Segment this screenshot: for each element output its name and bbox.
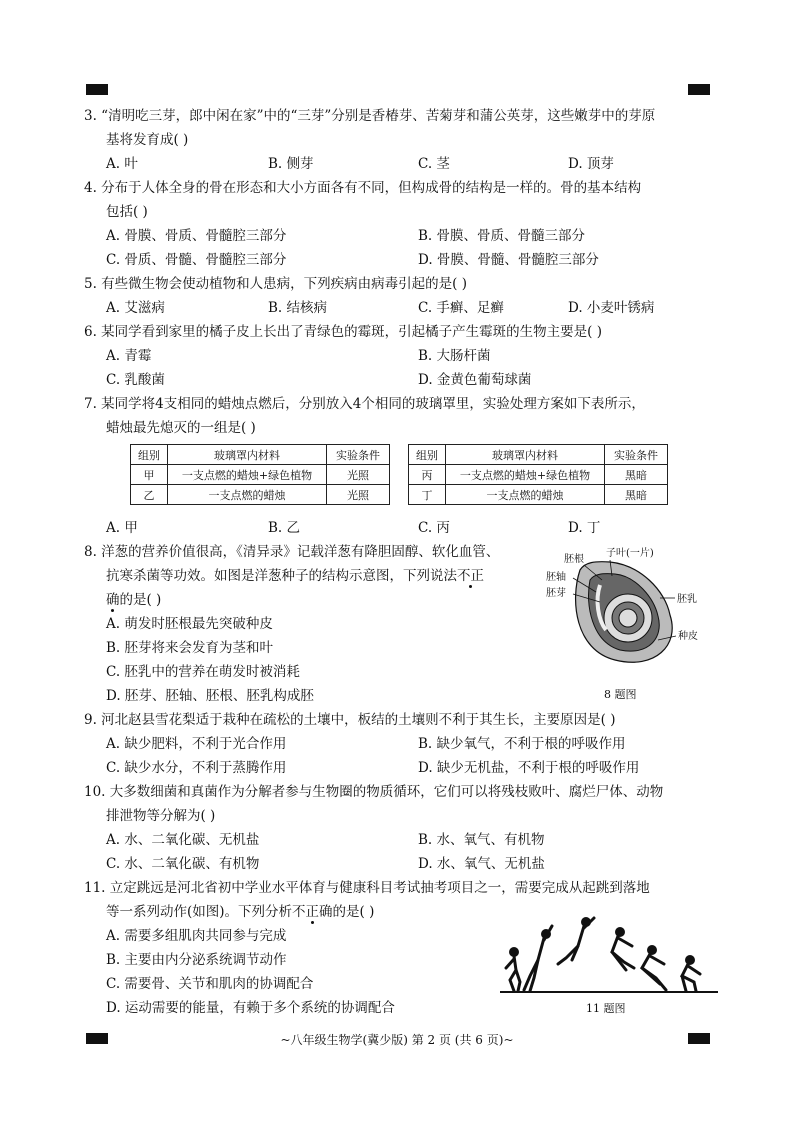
option-a[interactable]: A. 叶	[106, 156, 138, 172]
table-cell: 一支点燃的蜡烛	[446, 485, 605, 505]
option-c[interactable]: C. 水、二氧化碳、有机物	[106, 856, 260, 872]
option-a[interactable]: A. 甲	[106, 520, 138, 536]
table-header: 玻璃罩内材料	[168, 445, 327, 465]
option-a[interactable]: A. 缺少肥料，不利于光合作用	[106, 736, 287, 752]
option-b[interactable]: B. 侧芽	[268, 156, 314, 172]
question-8-stem-line3: 确的是( )	[106, 592, 162, 608]
option-b[interactable]: B. 主要由内分泌系统调节动作	[106, 952, 287, 968]
label-cotyledon: 子叶(一片)	[606, 548, 654, 559]
label-plumule: 胚芽	[546, 588, 566, 599]
table-cell: 乙	[131, 485, 168, 505]
table-header: 实验条件	[605, 445, 668, 465]
option-d[interactable]: D. 胚芽、胚轴、胚根、胚乳构成胚	[106, 688, 314, 704]
option-d[interactable]: D. 小麦叶锈病	[568, 300, 655, 316]
question-6-options-row1	[84, 344, 720, 368]
long-jump-sequence-figure	[500, 912, 720, 998]
label-seed-coat: 种皮	[678, 631, 698, 642]
question-6	[84, 320, 720, 392]
question-9-stem: 9. 河北赵县雪花梨适于栽种在疏松的土壤中，板结的土壤则不利于其生长，主要原因是( )	[84, 712, 616, 728]
table-header: 实验条件	[327, 445, 390, 465]
option-c[interactable]: C. 乳酸菌	[106, 372, 165, 388]
question-10	[84, 780, 720, 876]
question-3	[84, 104, 720, 176]
question-4-stem-line2: 包括( )	[106, 204, 148, 220]
question-7-options	[84, 516, 720, 540]
table-cell: 黑暗	[605, 465, 668, 485]
table-cell: 丙	[409, 465, 446, 485]
question-8	[84, 540, 524, 708]
table-header: 组别	[131, 445, 168, 465]
option-b[interactable]: B. 大肠杆菌	[418, 348, 491, 364]
question-7-stem-line2: 蜡烛最先熄灭的一组是( )	[106, 420, 256, 436]
table-cell: 光照	[327, 465, 390, 485]
table-cell: 甲	[131, 465, 168, 485]
table-cell: 丁	[409, 485, 446, 505]
experiment-table-left	[130, 444, 390, 505]
question-3-stem-line1: 3. “清明吃三芽，郎中闲在家”中的“三芽”分别是香椿芽、苦菊芽和蒲公英芽，这些嫩芽中的芽原	[84, 108, 656, 124]
registration-mark-top-left	[86, 84, 108, 95]
option-b[interactable]: B. 结核病	[268, 300, 328, 316]
question-10-stem-line2: 排泄物等分解为( )	[106, 808, 216, 824]
table-row	[409, 485, 668, 505]
question-9	[84, 708, 720, 780]
question-10-options-row1	[84, 828, 720, 852]
question-10-options-row2	[84, 852, 720, 876]
question-6-stem: 6. 某同学看到家里的橘子皮上长出了青绿色的霉斑，引起橘子产生霉斑的生物主要是( )	[84, 324, 602, 340]
table-cell: 一支点燃的蜡烛+绿色植物	[168, 465, 327, 485]
question-8-stem-line2: 抗寒杀菌等功效。如图是洋葱种子的结构示意图，下列说法不正	[106, 568, 484, 584]
option-a[interactable]: A. 骨膜、骨质、骨髓腔三部分	[106, 228, 287, 244]
label-endosperm: 胚乳	[677, 594, 697, 605]
option-b[interactable]: B. 乙	[268, 520, 301, 536]
option-b[interactable]: B. 骨膜、骨质、骨髓三部分	[418, 228, 586, 244]
option-c[interactable]: C. 缺少水分，不利于蒸腾作用	[106, 760, 287, 776]
figure-11-caption: 11 题图	[586, 1002, 626, 1015]
question-3-stem-line2: 基将发育成( )	[106, 132, 189, 148]
registration-mark-top-right	[688, 84, 710, 95]
option-c[interactable]: C. 胚乳中的营养在萌发时被消耗	[106, 664, 300, 680]
question-7	[84, 392, 720, 440]
option-b[interactable]: B. 缺少氧气，不利于根的呼吸作用	[418, 736, 626, 752]
table-header: 组别	[409, 445, 446, 465]
question-7-stem-line1: 7. 某同学将4支相同的蜡烛点燃后，分别放入4个相同的玻璃罩里，实验处理方案如下表所示，	[84, 396, 645, 412]
option-a[interactable]: A. 水、二氧化碳、无机盐	[106, 832, 260, 848]
option-c[interactable]: C. 手癣、足癣	[418, 300, 504, 316]
question-4-options-row1	[84, 224, 720, 248]
option-d[interactable]: D. 骨膜、骨髓、骨髓腔三部分	[418, 252, 599, 268]
option-a[interactable]: A. 艾滋病	[106, 300, 165, 316]
onion-seed-diagram	[540, 540, 720, 680]
option-c[interactable]: C. 骨质、骨髓、骨髓腔三部分	[106, 252, 287, 268]
option-d[interactable]: D. 丁	[568, 520, 601, 536]
option-d[interactable]: D. 水、氧气、无机盐	[418, 856, 545, 872]
option-c[interactable]: C. 茎	[418, 156, 450, 172]
question-10-stem-line1: 10. 大多数细菌和真菌作为分解者参与生物圈的物质循环，它们可以将残枝败叶、腐烂尸体、动物	[84, 784, 664, 800]
option-c[interactable]: C. 需要骨、关节和肌肉的协调配合	[106, 976, 314, 992]
question-9-options-row2	[84, 756, 720, 780]
question-6-options-row2	[84, 368, 720, 392]
page-footer: ~八年级生物学(冀少版) 第 2 页 (共 6 页)~	[280, 1033, 514, 1047]
figure-8-caption: 8 题图	[604, 688, 637, 701]
option-a[interactable]: A. 青霉	[106, 348, 152, 364]
table-cell: 黑暗	[605, 485, 668, 505]
question-9-options-row1	[84, 732, 720, 756]
table-row	[131, 485, 390, 505]
option-b[interactable]: B. 胚芽将来会发育为茎和叶	[106, 640, 274, 656]
question-5-options	[84, 296, 720, 320]
question-8-stem-line1: 8. 洋葱的营养价值很高，《清异录》记载洋葱有降胆固醇、软化血管、	[84, 544, 500, 560]
table-cell: 一支点燃的蜡烛+绿色植物	[446, 465, 605, 485]
question-3-options	[84, 152, 720, 176]
question-5-stem: 5. 有些微生物会使动植物和人患病，下列疾病由病毒引起的是( )	[84, 276, 467, 292]
question-5	[84, 272, 720, 320]
table-header: 玻璃罩内材料	[446, 445, 605, 465]
question-4-options-row2	[84, 248, 720, 272]
label-hypocotyl: 胚轴	[546, 572, 566, 583]
question-11-stem-line1: 11. 立定跳远是河北省初中学业水平体育与健康科目考试抽考项目之一，需要完成从起跳到落地	[84, 880, 650, 896]
option-d[interactable]: D. 顶芽	[568, 156, 614, 172]
option-d[interactable]: D. 缺少无机盐，不利于根的呼吸作用	[418, 760, 640, 776]
experiment-table-right	[408, 444, 668, 505]
table-cell: 一支点燃的蜡烛	[168, 485, 327, 505]
option-d[interactable]: D. 运动需要的能量，有赖于多个系统的协调配合	[106, 1000, 395, 1016]
question-11-stem-line2: 等一系列动作(如图)。下列分析不正确的是( )	[106, 904, 375, 920]
label-radicle: 胚根	[564, 554, 584, 565]
question-4-stem-line1: 4. 分布于人体全身的骨在形态和大小方面各有不同，但构成骨的结构是一样的。骨的基本结构	[84, 180, 642, 196]
option-d[interactable]: D. 金黄色葡萄球菌	[418, 372, 532, 388]
table-cell: 光照	[327, 485, 390, 505]
question-4	[84, 176, 720, 272]
option-c[interactable]: C. 丙	[418, 520, 450, 536]
option-b[interactable]: B. 水、氧气、有机物	[418, 832, 545, 848]
table-row	[131, 465, 390, 485]
option-a[interactable]: A. 萌发时胚根最先突破种皮	[106, 616, 273, 632]
table-row	[409, 465, 668, 485]
option-a[interactable]: A. 需要多组肌肉共同参与完成	[106, 928, 287, 944]
